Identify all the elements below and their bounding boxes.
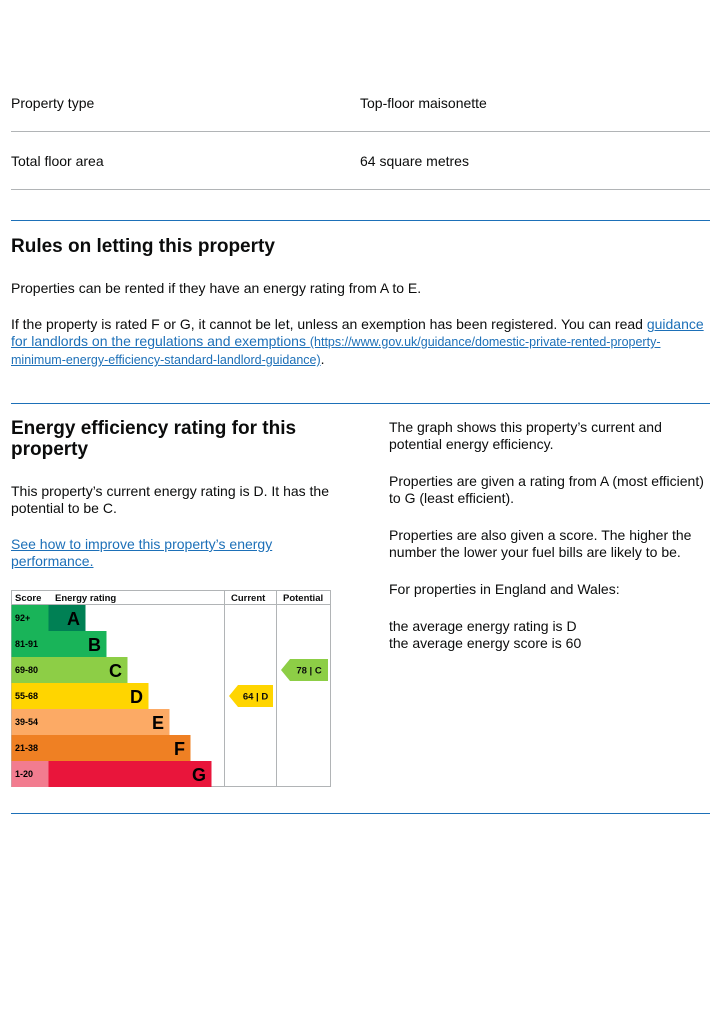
floor-area-value: 64 square metres: [360, 153, 469, 169]
section-divider: [11, 813, 710, 814]
score-explanation: Properties are also given a score. The higher the number the lower your fuel bills are likely to be.: [389, 527, 692, 560]
band-bar-f: [49, 735, 191, 761]
band-score-range-f: 21-38: [15, 743, 39, 753]
rules-paragraph-2: [11, 316, 713, 369]
energy-improve-paragraph: [11, 536, 311, 570]
header-energy-rating: Energy rating: [55, 593, 117, 604]
rules-heading: Rules on letting this property: [11, 236, 275, 257]
band-score-range-b: 81-91: [15, 639, 39, 649]
band-letter-e: E: [151, 713, 164, 733]
band-score-range-d: 55-68: [15, 691, 39, 701]
header-current: Current: [231, 593, 266, 604]
energy-heading: Energy efficiency rating for this property: [11, 418, 297, 460]
section-divider: [11, 403, 710, 404]
property-type-value: Top-floor maisonette: [360, 95, 487, 111]
energy-rating-chart: [11, 590, 331, 787]
divider: [11, 131, 710, 132]
band-letter-f: F: [174, 739, 185, 759]
header-potential: Potential: [283, 593, 324, 604]
energy-current-rating-text: This property’s current energy rating is D. It has the potential to be C.: [11, 483, 329, 516]
landlord-guidance-link-text[interactable]: guidance for landlords on the regulations and exemptions: [11, 316, 704, 349]
band-score-range-g: 1-20: [15, 769, 34, 779]
average-score: the average energy score is 60: [389, 635, 582, 651]
graph-explanation: The graph shows this property’s current and potential energy efficiency.: [389, 419, 662, 452]
header-score: Score: [15, 593, 42, 604]
section-divider: [11, 220, 710, 221]
band-bar-g: [49, 761, 212, 787]
band-letter-d: D: [130, 687, 143, 707]
potential-rating-label: 78 | C: [296, 665, 322, 677]
region-note: For properties in England and Wales:: [389, 581, 620, 597]
rating-explanation: Properties are given a rating from A (most efficient) to G (least efficient).: [389, 473, 704, 506]
landlord-guidance-link-url[interactable]: (https://www.gov.uk/guidance/domestic-private-rented-property-minimum-energy-efficiency-standard-landlord-guidance): [11, 335, 661, 367]
band-letter-a: A: [67, 609, 80, 629]
rules-paragraph-2-suffix: .: [320, 351, 325, 367]
rules-paragraph-2-prefix: If the property is rated F or G, it cannot be let, unless an exemption has been registered. You can read: [11, 316, 643, 332]
band-score-range-a: 92+: [15, 613, 31, 623]
rules-paragraph-1: Properties can be rented if they have an energy rating from A to E.: [11, 280, 422, 296]
floor-area-label: Total floor area: [11, 153, 104, 169]
property-type-label: Property type: [11, 95, 95, 111]
divider: [11, 189, 710, 190]
band-score-range-e: 39-54: [15, 717, 39, 727]
improve-performance-link[interactable]: See how to improve this property’s energy performance.: [11, 536, 273, 569]
current-rating-label: 64 | D: [242, 691, 269, 703]
average-values: [389, 618, 709, 652]
average-rating: the average energy rating is D: [389, 618, 577, 634]
band-letter-b: B: [88, 635, 101, 655]
band-score-range-c: 69-80: [15, 665, 39, 675]
band-letter-c: C: [109, 661, 122, 681]
band-letter-g: G: [191, 765, 206, 785]
